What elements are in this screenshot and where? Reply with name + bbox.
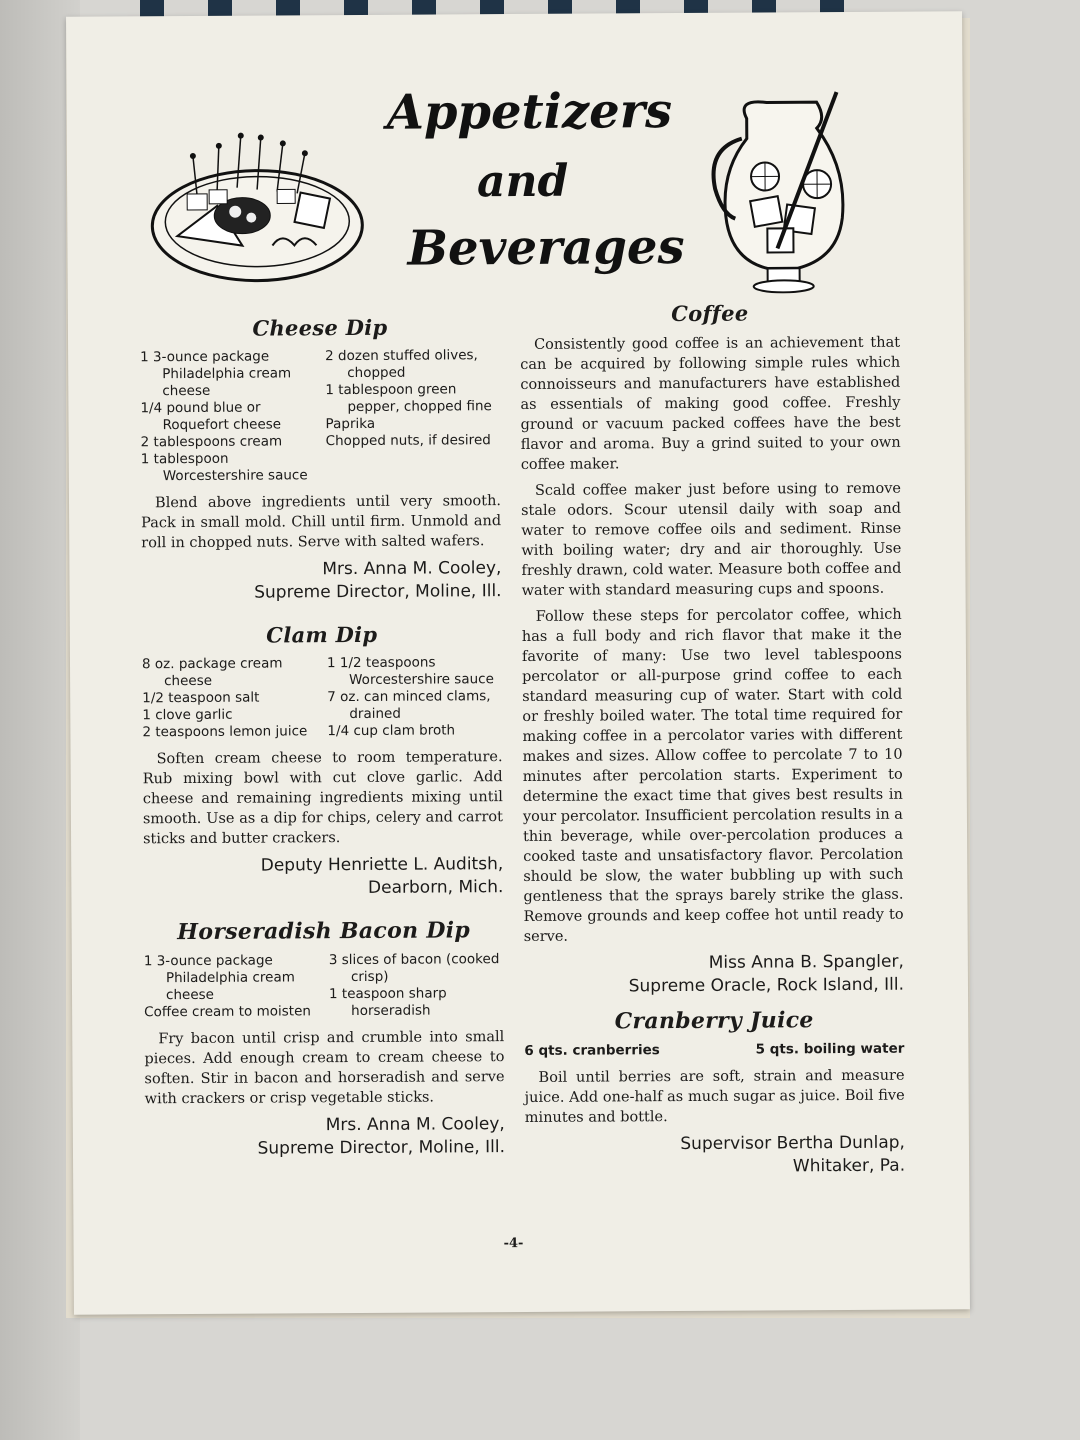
- page-number: -4-: [503, 1235, 524, 1252]
- ingredient: 1 tablespoon Worcestershire sauce: [140, 450, 308, 485]
- ingredient: Paprika: [325, 415, 376, 433]
- credit-name: Mrs. Anna M. Cooley,: [325, 1114, 505, 1136]
- recipe-cheese-dip: [140, 314, 502, 605]
- credit-title: Supreme Director, Moline, Ill.: [257, 1137, 506, 1159]
- ingredient: Chopped nuts, if desired: [325, 432, 491, 450]
- ingredient: Coffee cream to moisten: [144, 1003, 311, 1021]
- recipe-credit: [525, 1132, 905, 1180]
- credit-name: Mrs. Anna M. Cooley,: [322, 558, 502, 580]
- ingredient-list: [142, 654, 503, 741]
- ingredient: 3 slices of bacon (cooked crisp): [328, 951, 500, 986]
- recipe-cranberry-juice: [524, 1007, 905, 1180]
- pitcher-icon: [706, 88, 857, 294]
- ingredient: 5 qts. boiling water: [755, 1040, 905, 1058]
- ingredient: 2 teaspoons lemon juice: [142, 723, 308, 741]
- recipe-clam-dip: [142, 621, 504, 901]
- cookbook-page: [66, 11, 970, 1314]
- paragraph: Consistently good coffee is an achievement that can be acquired by following simple rules which connoisseurs and manufacturers have established as essentials of making good coffee. Freshly ground or vacuum packed coffees have the best flavor and aroma. Buy a grind suited to your own coffee maker.: [520, 334, 901, 473]
- paragraph: Follow these steps for percolator coffee, which has a full body and rich flavor that make it the favorite of many: Use two level tablespoons percolator or all-purpose grind coffee to each standard measuring cup of water. Start with cold or freshly boiled water. The total time required for making coffee in a percolator varies with different makes and sizes. Allow coffee to percolate 7 to 10 minutes after percolation starts. Experiment to determine the exact time that gives best results in your percolator. Insufficient percolation results in a thin beverage, while over-percolation produces a cooked taste and unsatisfactory flavor. Percolation should be slow, the water bubbling up with such gentleness that the sprays barely strike the glass. Remove grounds and keep coffee hot until ready to serve.: [521, 606, 904, 945]
- instructions: Fry bacon until crisp and crumble into small pieces. Add enough cream to cream cheese to soften. Stir in bacon and horseradish and serve with crackers or crisp vegetable sticks.: [144, 1029, 505, 1108]
- ingredient: 8 oz. package cream cheese: [141, 655, 283, 690]
- credit-name: Deputy Henriette L. Auditsh,: [260, 854, 504, 876]
- recipe-credit: [145, 1113, 505, 1161]
- ingredient: 1/2 teaspoon salt: [142, 689, 260, 707]
- ingredient-list: [144, 951, 504, 1021]
- title-line-2: and: [476, 155, 569, 208]
- ingredient: 1/4 cup clam broth: [327, 722, 456, 740]
- recipe-credit: [143, 853, 503, 901]
- ingredient: 1/4 pound blue or Roquefort cheese: [140, 399, 282, 434]
- section-title: [376, 83, 685, 305]
- ingredient: 2 dozen stuffed olives, chopped: [325, 347, 478, 382]
- recipe-coffee: [520, 300, 904, 999]
- recipe-title: Clam Dip: [266, 621, 378, 648]
- ingredient: 1 tablespoon green pepper, chopped fine: [325, 381, 492, 416]
- ingredient: 2 tablespoons cream: [140, 433, 283, 451]
- recipe-horseradish-bacon-dip: [144, 917, 505, 1161]
- recipe-title: Coffee: [671, 300, 749, 327]
- instructions: Boil until berries are soft, strain and measure juice. Add one-half as much sugar as juice. Boil five minutes and bottle.: [524, 1067, 905, 1126]
- ingredient: 1 3-ounce package Philadelphia cream cheese: [143, 952, 295, 1004]
- ingredient: 1 teaspoon sharp horseradish: [328, 985, 447, 1020]
- ingredient: 1 clove garlic: [142, 706, 233, 724]
- recipe-credit: [524, 951, 904, 999]
- credit-title: Supreme Director, Moline, Ill.: [254, 581, 502, 603]
- ingredient: 7 oz. can minced clams, drained: [327, 688, 491, 723]
- right-column: [520, 300, 905, 1198]
- ingredient-list: [140, 347, 501, 485]
- credit-title: Dearborn, Mich.: [367, 877, 504, 898]
- instructions: Soften cream cheese to room temperature. Rub mixing bowl with cut clove garlic. Add cheese and remaining ingredients mixing until smooth. Use as a dip for chips, celery and carrot sticks and butter crackers.: [142, 749, 503, 848]
- instructions: Blend above ingredients until very smooth. Pack in small mold. Chill until firm. Unmold and roll in chopped nuts. Serve with salted wafers.: [141, 493, 502, 552]
- left-column: [140, 314, 505, 1179]
- title-line-3: Beverages: [407, 218, 685, 277]
- credit-title: Supreme Oracle, Rock Island, Ill.: [628, 974, 905, 997]
- recipe-title: Cranberry Juice: [614, 1007, 814, 1035]
- recipe-title: Horseradish Bacon Dip: [177, 917, 471, 946]
- ingredient: 6 qts. cranberries: [524, 1042, 660, 1059]
- appetizer-platter-icon: [147, 105, 368, 286]
- recipe-credit: [141, 557, 501, 605]
- recipe-title: Cheese Dip: [252, 314, 388, 341]
- title-line-1: Appetizers: [386, 83, 673, 141]
- ingredient-list: [524, 1041, 904, 1060]
- credit-name: Miss Anna B. Spangler,: [708, 951, 904, 973]
- ingredient: 1 1/2 teaspoons Worcestershire sauce: [326, 654, 494, 689]
- paragraph: Scald coffee maker just before using to remove stale odors. Scour utensil daily with soap and water to remove coffee oils and sediment. Rinse with boiling water; dry and air thoroughly. Use freshly drawn, cold water. Measure both coffee and water with standard measuring cups and spoons.: [521, 480, 902, 599]
- credit-title: Whitaker, Pa.: [792, 1155, 906, 1177]
- ingredient: 1 3-ounce package Philadelphia cream cheese: [140, 348, 292, 400]
- credit-name: Supervisor Bertha Dunlap,: [680, 1132, 905, 1155]
